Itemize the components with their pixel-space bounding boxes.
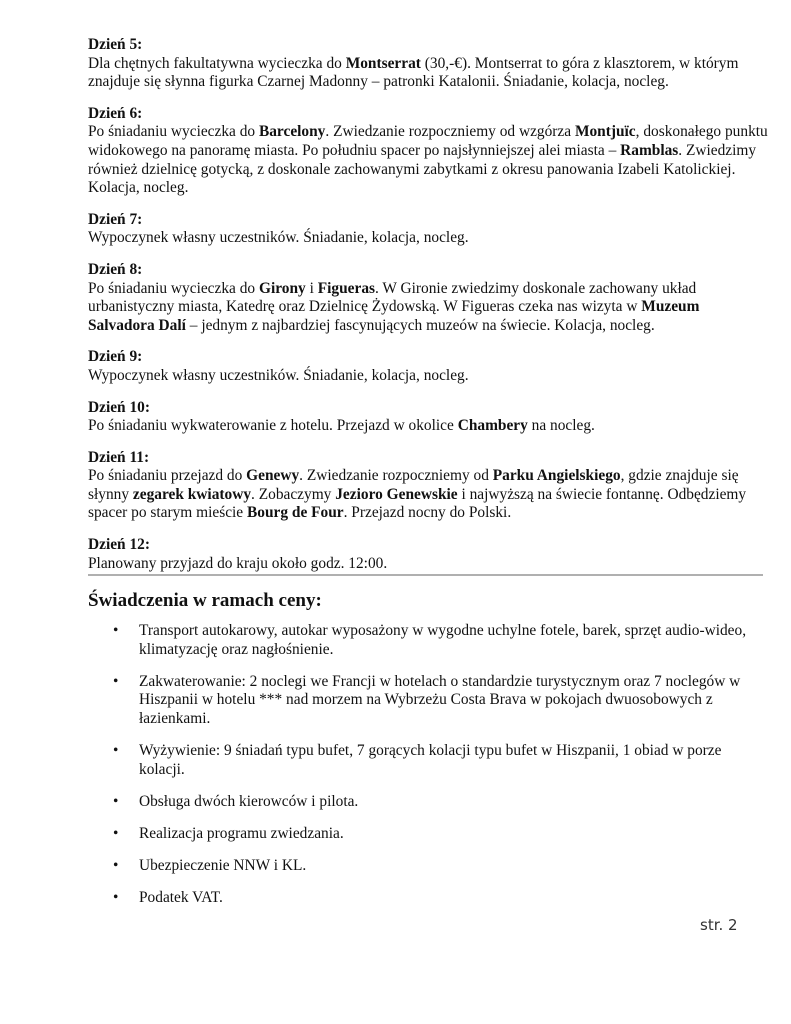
- day-title: Dzień 10:: [88, 398, 150, 416]
- benefit-text: Transport autokarowy, autokar wyposażony w wygodne uchylne fotele, barek, sprzęt audio-wideo, klimatyzację oraz nagłośnienie.: [139, 622, 747, 658]
- day-title: Dzień 8:: [88, 260, 143, 278]
- highlighted-place: Figueras: [317, 279, 375, 297]
- highlighted-place: Chambery: [457, 417, 528, 435]
- highlighted-place: Parku Angielskiego: [492, 467, 621, 485]
- text-segment: . W Gironie zwiedzimy doskonale zachowany układ urbanistyczny miasta, Katedrę oraz Dzielnicę Żydowską. W Figueras czeka nas wizyta w: [88, 279, 697, 316]
- text-segment: (30,-€). Montserrat to góra z klasztorem, w którym znajduje się słynna figurka Czarnej Madonny – patronki Katalonii. Śniadanie, kolacja, nocleg.: [88, 54, 739, 91]
- text-segment: . Przejazd nocny do Polski.: [343, 504, 512, 522]
- text-segment: Po śniadaniu wykwaterowanie z hotelu. Przejazd w okolice: [88, 417, 458, 435]
- highlighted-place: Barcelony: [258, 123, 326, 141]
- day-title: Dzień 7:: [88, 210, 143, 228]
- text-segment: Wypoczynek własny uczestników. Śniadanie, kolacja, nocleg.: [88, 229, 469, 247]
- itinerary-day: [88, 536, 768, 573]
- text-segment: Wypoczynek własny uczestników. Śniadanie, kolacja, nocleg.: [88, 366, 469, 384]
- text-segment: Po śniadaniu wycieczka do: [88, 279, 259, 297]
- benefit-item: [88, 889, 768, 908]
- benefit-text: Zakwaterowanie: 2 noclegi we Francji w hotelach o standardzie turystycznym oraz 7 noclegów w Hiszpanii w hotelu *** nad morzem na Wybrzeżu Costa Brava w pokojach dwuosobowych z łazienkami.: [139, 672, 741, 727]
- highlighted-place: zegarek kwiatowy: [132, 485, 252, 503]
- text-segment: – jednym z najbardziej fascynujących muzeów na świecie. Kolacja, nocleg.: [185, 316, 655, 334]
- highlighted-place: Jezioro Genewskie: [335, 485, 458, 503]
- benefit-item: [88, 825, 768, 844]
- bullet-icon: •: [113, 741, 119, 759]
- day-description: [88, 55, 738, 91]
- itinerary-day: [88, 399, 768, 436]
- text-segment: . Zwiedzanie rozpoczniemy od: [299, 467, 493, 485]
- highlighted-place: Genewy: [246, 467, 300, 485]
- text-segment: na nocleg.: [527, 417, 595, 435]
- benefit-item: [88, 793, 768, 812]
- text-segment: Planowany przyjazd do kraju około godz. 12:00.: [88, 554, 388, 572]
- itinerary-day: [88, 105, 768, 198]
- itinerary: [88, 36, 768, 586]
- benefit-item: [88, 857, 768, 876]
- bullet-icon: •: [113, 888, 119, 906]
- benefit-text: Obsługa dwóch kierowców i pilota.: [139, 792, 359, 810]
- bullet-icon: •: [113, 672, 119, 690]
- itinerary-day: [88, 261, 768, 335]
- benefits-list: [88, 622, 768, 921]
- day-description: [88, 417, 595, 434]
- text-segment: , gdzie znajduje się słynny: [88, 467, 739, 503]
- day-title: Dzień 11:: [88, 448, 150, 466]
- day-description: [88, 367, 469, 384]
- highlighted-place: Girony: [258, 279, 306, 297]
- benefit-item: [88, 742, 768, 779]
- text-segment: . Zobaczymy: [251, 485, 336, 503]
- day-description: [88, 555, 387, 572]
- day-description: [88, 280, 699, 334]
- text-segment: Po śniadaniu przejazd do: [88, 467, 247, 485]
- bullet-icon: •: [113, 622, 119, 639]
- benefit-text: Wyżywienie: 9 śniadań typu bufet, 7 gorących kolacji typu bufet w Hiszpanii, 1 obiad w porze kolacji.: [139, 741, 722, 778]
- benefit-item: [88, 673, 768, 729]
- text-segment: i: [305, 279, 318, 297]
- itinerary-day: [88, 211, 768, 248]
- section-divider: [88, 574, 763, 576]
- itinerary-day: [88, 449, 768, 523]
- bullet-icon: •: [113, 824, 119, 842]
- text-segment: Dla chętnych fakultatywna wycieczka do: [88, 54, 346, 72]
- benefit-text: Realizacja programu zwiedzania.: [139, 824, 344, 842]
- highlighted-place: Muzeum Salvadora Dalí: [88, 298, 700, 334]
- text-segment: . Zwiedzimy również dzielnicę gotycką, z doskonale zachowanymi zabytkami z okresu panowania Izabeli Katolickiej. Kolacja, nocleg.: [88, 141, 757, 197]
- text-segment: . Zwiedzanie rozpoczniemy od wzgórza: [325, 123, 575, 141]
- benefits-title: Świadczenia w ramach ceny:: [88, 590, 322, 611]
- benefit-text: Podatek VAT.: [139, 888, 223, 906]
- day-description: [88, 229, 469, 246]
- itinerary-day: [88, 348, 768, 385]
- day-title: Dzień 6:: [88, 104, 143, 122]
- text-segment: , doskonałego punktu widokowego na panoramę miasta. Po południu spacer po najsłynniejszej alei miasta –: [88, 123, 768, 159]
- page-number: str. 2: [700, 916, 738, 934]
- highlighted-place: Bourg de Four: [246, 504, 344, 522]
- itinerary-day: [88, 36, 768, 92]
- highlighted-place: Montserrat: [345, 54, 421, 72]
- highlighted-place: Montjuïc: [574, 123, 636, 141]
- benefit-item: [88, 622, 768, 659]
- day-description: [88, 467, 746, 521]
- highlighted-place: Ramblas: [620, 141, 679, 159]
- day-title: Dzień 12:: [88, 536, 150, 554]
- benefit-text: Ubezpieczenie NNW i KL.: [139, 856, 307, 874]
- day-title: Dzień 5:: [88, 36, 143, 53]
- text-segment: i najwyższą na świecie fontannę. Odbędziemy spacer po starym mieście: [88, 485, 747, 522]
- bullet-icon: •: [113, 856, 119, 874]
- day-description: [88, 123, 768, 196]
- bullet-icon: •: [113, 792, 119, 810]
- day-title: Dzień 9:: [88, 348, 143, 366]
- text-segment: Po śniadaniu wycieczka do: [88, 123, 259, 141]
